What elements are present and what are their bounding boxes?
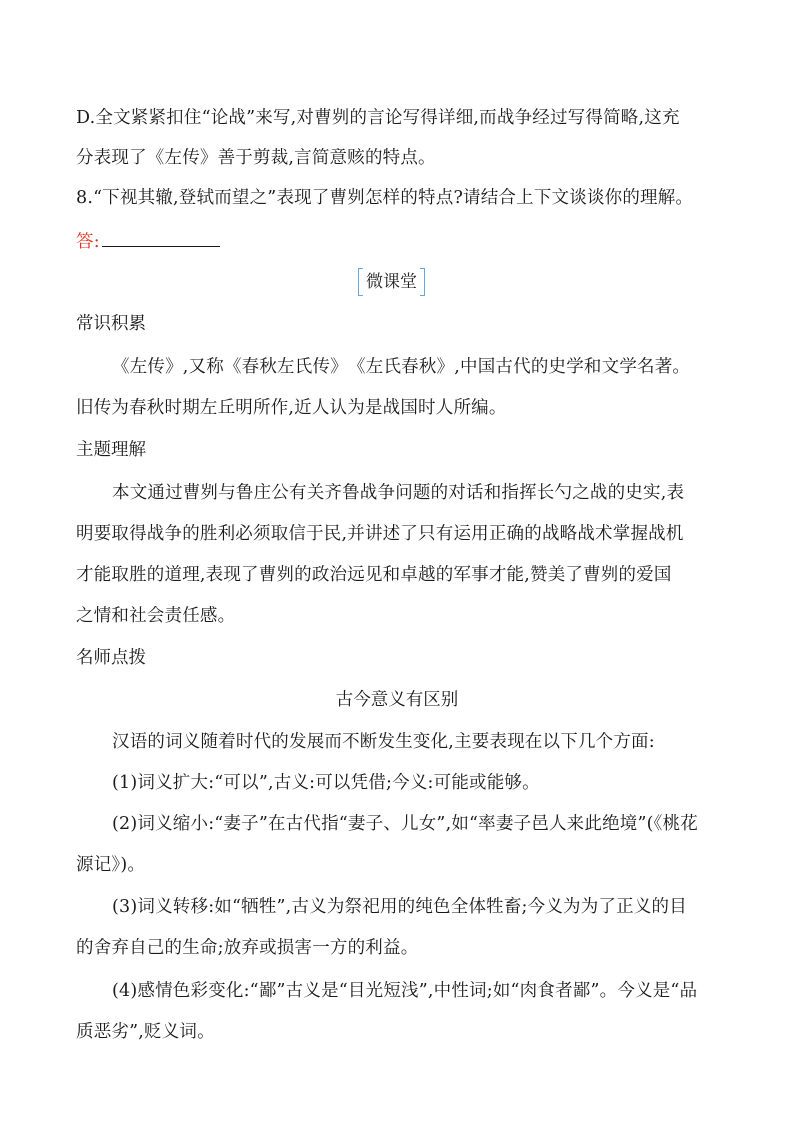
answer-blank[interactable] (102, 228, 220, 247)
teacher-item-4-line-1: (4)感情色彩变化:“鄙”古义是“目光短浅”,中性词;如“肉食者鄙”。今义是“品 (112, 981, 698, 1001)
answer-label: 答: (76, 232, 100, 252)
theme-line-2: 明要取得战争的胜利必须取信于民,并讲述了只有运用正确的战略战术掌握战机 (76, 524, 684, 544)
teacher-item-2-line-1: (2)词义缩小:“妻子”在古代指“妻子、儿女”,如“率妻子邑人来此绝境”(《桃花 (112, 814, 699, 834)
theme-line-4: 之情和社会责任感。 (76, 606, 236, 626)
badge-label: 微课堂 (366, 272, 417, 292)
teacher-item-1: (1)词义扩大:“可以”,古义:可以凭借;今义:可能或能够。 (112, 773, 540, 793)
answer-row (76, 228, 220, 254)
knowledge-line-1: 《左传》,又称《春秋左氏传》 《左氏春秋》,中国古代的史学和文学名著。 (112, 357, 691, 377)
theme-heading: 主题理解 (76, 440, 146, 460)
badge-left-bracket (358, 268, 363, 296)
teacher-intro: 汉语的词义随着时代的发展而不断发生变化,主要表现在以下几个方面: (112, 732, 655, 752)
teacher-item-3-line-2: 的舍弃自己的生命;放弃或损害一方的利益。 (76, 938, 419, 958)
knowledge-heading: 常识积累 (76, 314, 146, 334)
question-8: 8.“下视其辙,登轼而望之”表现了曹刿怎样的特点?请结合上下文谈谈你的理解。 (76, 188, 694, 208)
badge-right-bracket (420, 268, 425, 296)
theme-line-3: 才能取胜的道理,表现了曹刿的政治远见和卓越的军事才能,赞美了曹刿的爱国 (76, 565, 672, 585)
option-d-line-1: D.全文紧紧扣住“论战”来写,对曹刿的言论写得详细,而战争经过写得简略,这充 (76, 108, 680, 128)
theme-line-1: 本文通过曹刿与鲁庄公有关齐鲁战争问题的对话和指挥长勺之战的史实,表 (112, 483, 685, 503)
teacher-item-2-line-2: 源记》)。 (76, 855, 146, 875)
teacher-heading: 名师点拨 (76, 648, 146, 668)
micro-class-badge (358, 268, 425, 296)
knowledge-line-2: 旧传为春秋时期左丘明所作,近人认为是战国时人所编。 (76, 398, 507, 418)
teacher-title: 古今意义有区别 (335, 690, 459, 710)
teacher-item-3-line-1: (3)词义转移:如“牺牲”,古义为祭祀用的纯色全体牲畜;今义为为了正义的目 (112, 897, 687, 917)
option-d-line-2: 分表现了《左传》善于剪裁,言简意赅的特点。 (76, 148, 436, 168)
teacher-item-4-line-2: 质恶劣”,贬义词。 (76, 1022, 215, 1042)
